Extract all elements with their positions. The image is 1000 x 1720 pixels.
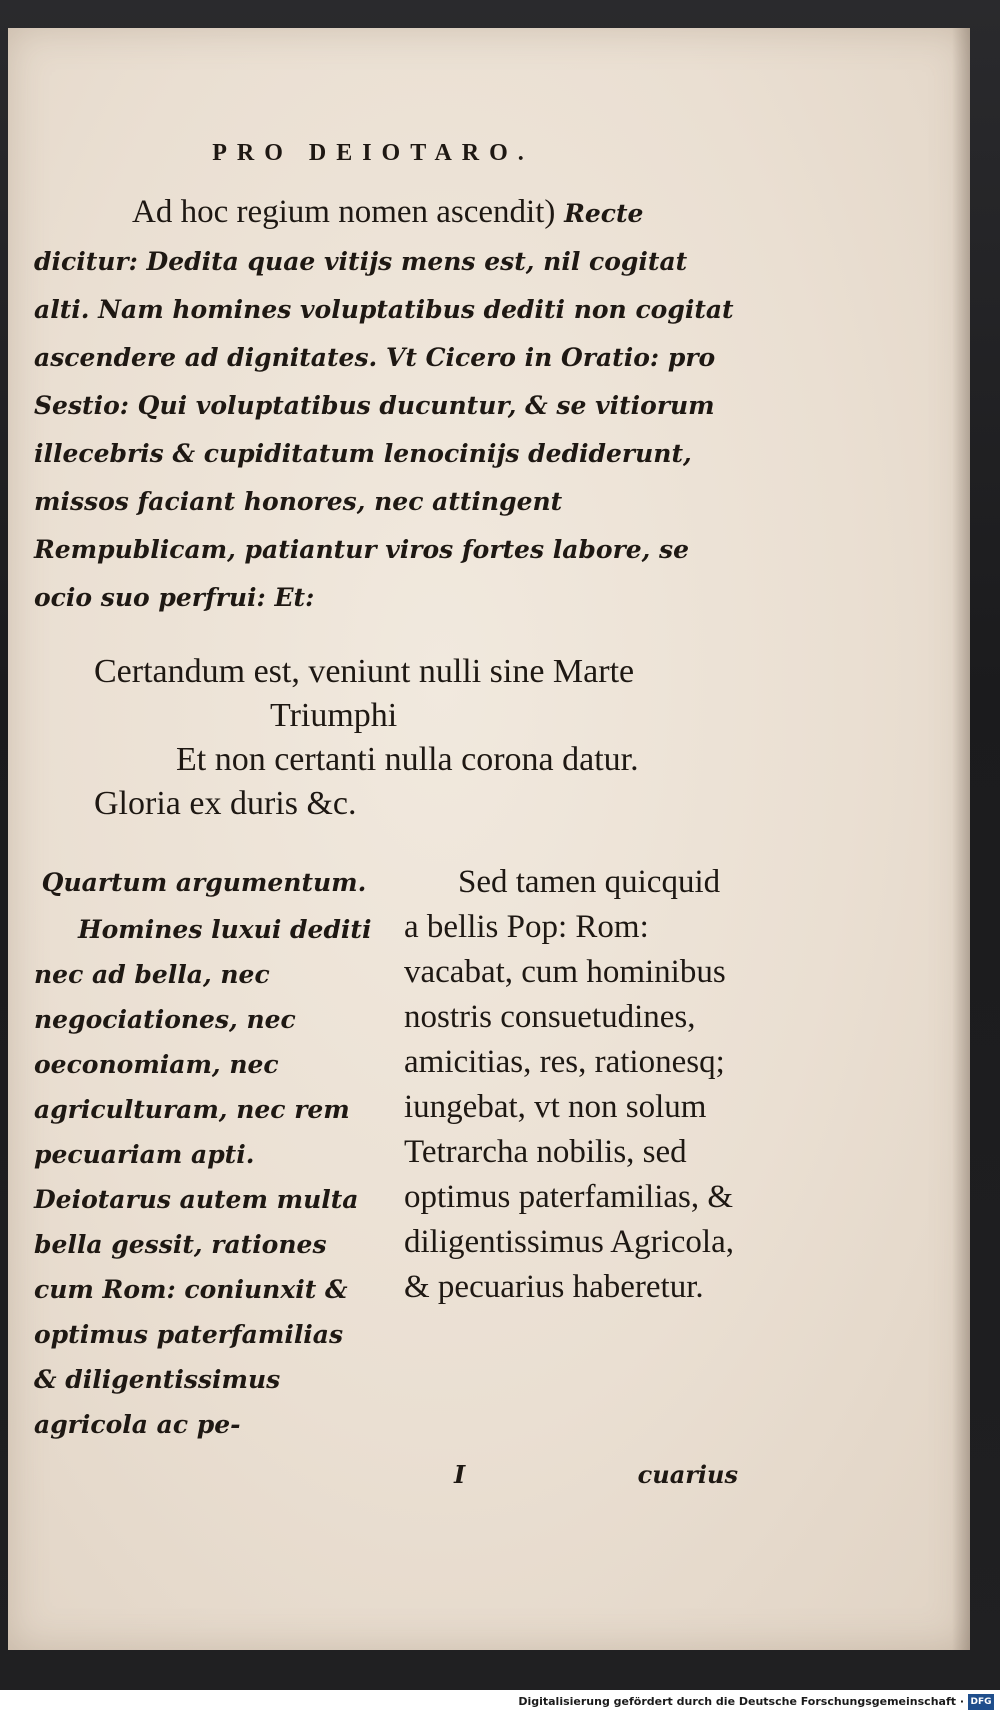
page-edge-shadow: [952, 28, 970, 1650]
verse-quotation: [94, 650, 754, 826]
verse-line-4: Gloria ex duris &c.: [94, 785, 357, 822]
commentary-paragraph: [34, 188, 734, 622]
verse-line-3: Et non certanti nulla corona datur.: [176, 741, 639, 778]
dfg-logo: DFG: [968, 1694, 994, 1710]
digitization-credit-text: Digitalisierung gefördert durch die Deutsche Forschungsgemeinschaft ·: [518, 1695, 964, 1708]
signature-mark: I: [454, 1460, 466, 1489]
verse-line-1: Certandum est, veniunt nulli sine Marte: [94, 653, 635, 690]
marginal-argument-text: Homines luxui dediti nec ad bella, nec negociationes, nec oeconomiam, nec agriculturam, nec rem pecuariam apti. Deiotarus autem multa bella gessit, rationes cum Rom: coniunxit & optimus paterfamilias & diligentissimus agricola ac pe-: [34, 915, 372, 1439]
page-footer: [34, 1460, 738, 1500]
commentary-text: Recte dicitur: Dedita quae vitijs mens est, nil cogitat alti. Nam homines voluptatibus dediti non cogitat ascendere ad dignitates. Vt Cicero in Oratio: pro Sestio: Qui voluptatibus ducuntur, & se vitiorum illecebris & cupiditatum lenocinijs dediderunt, missos faciant honores, nec attingent Rempublicam, patiantur viros fortes labore, se ocio suo perfrui: Et:: [34, 199, 734, 612]
main-text-paragraph: Sed tamen quicquid a bellis Pop: Rom: vacabat, cum hominibus nostris consuetudines, amicitias, res, rationesq; iungebat, vt non solum Tetrarcha nobilis, sed optimus paterfamilias, & diligentissimus Agricola, & pecuarius haberetur.: [404, 864, 734, 1305]
verse-line-2: Triumphi: [270, 697, 398, 734]
book-page: [8, 28, 970, 1650]
marginal-argument-column: [34, 860, 374, 1447]
main-text-column: [404, 860, 738, 1310]
digitization-credit-bar: [0, 1690, 1000, 1720]
commentary-lemma: Ad hoc regium nomen ascendit): [132, 194, 556, 230]
catchword: cuarius: [637, 1460, 738, 1489]
commentary-block: [34, 188, 734, 622]
marginal-heading: Quartum argumentum.: [41, 868, 367, 897]
running-head: PRO DEIOTARO.: [212, 140, 534, 166]
